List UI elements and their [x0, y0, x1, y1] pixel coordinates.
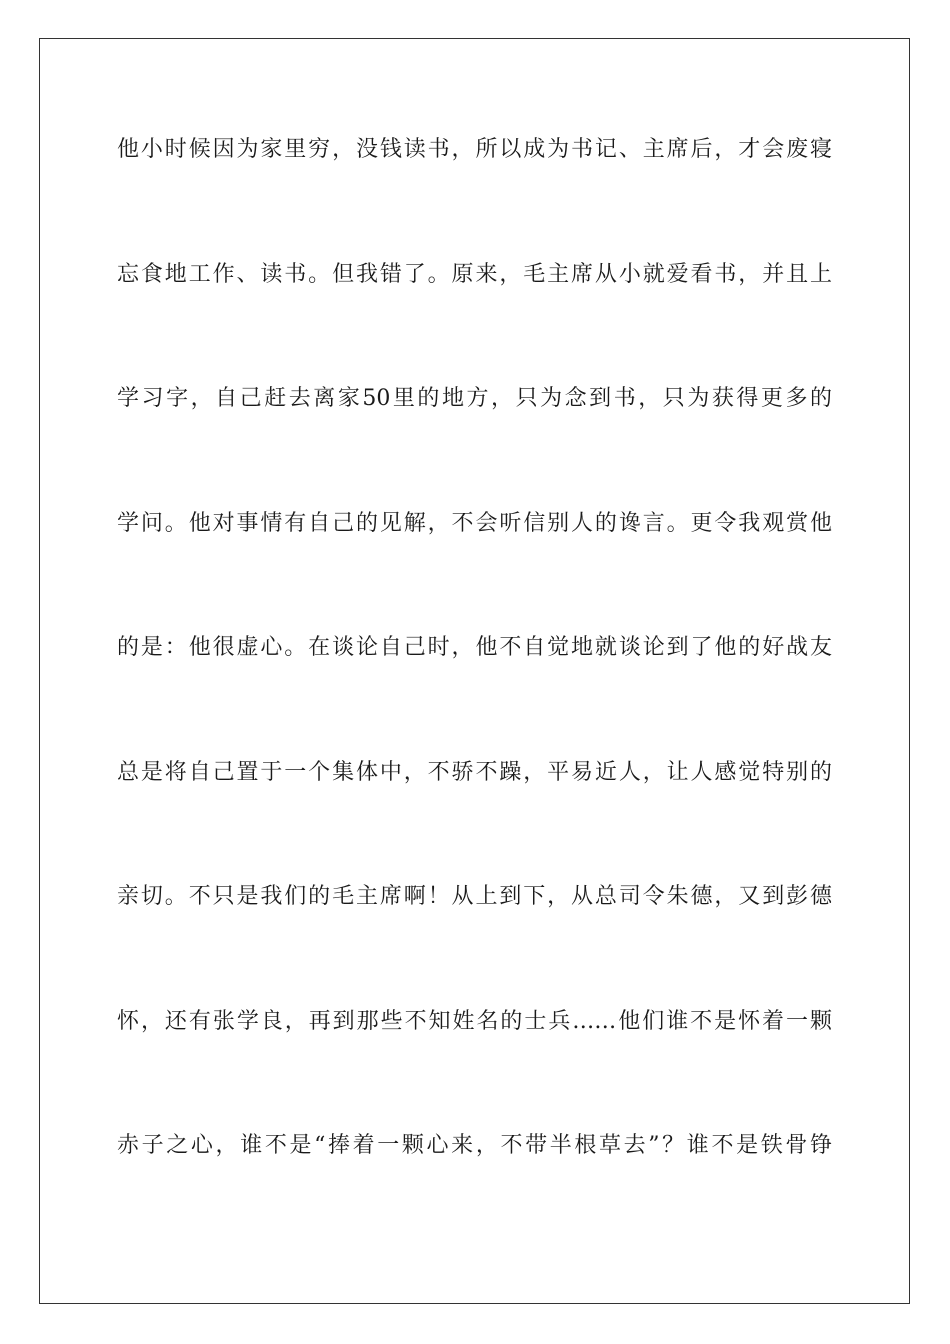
paragraph-line-5: 的是：他很虚心。在谈论自己时，他不自觉地就谈论到了他的好战友 — [117, 635, 832, 660]
paragraph-line-1: 他小时候因为家里穷，没钱读书，所以成为书记、主席后，才会废寝 — [117, 137, 832, 162]
paragraph-line-7: 亲切。不只是我们的毛主席啊！从上到下，从总司令朱德，又到彭德 — [117, 884, 832, 909]
paragraph-line-6: 总是将自己置于一个集体中，不骄不躁，平易近人，让人感觉特别的 — [117, 760, 832, 785]
page-border — [39, 38, 910, 1304]
paragraph-line-2: 忘食地工作、读书。但我错了。原来，毛主席从小就爱看书，并且上 — [117, 262, 832, 287]
paragraph-line-4: 学问。他对事情有自己的见解，不会听信别人的谗言。更令我观赏他 — [117, 511, 832, 536]
paragraph-line-8: 怀，还有张学良，再到那些不知姓名的士兵……他们谁不是怀着一颗 — [117, 1009, 832, 1034]
paragraph-line-9: 赤子之心，谁不是“捧着一颗心来，不带半根草去”？谁不是铁骨铮 — [117, 1133, 832, 1158]
paragraph-line-3: 学习字，自己赶去离家50里的地方，只为念到书，只为获得更多的 — [117, 386, 832, 411]
